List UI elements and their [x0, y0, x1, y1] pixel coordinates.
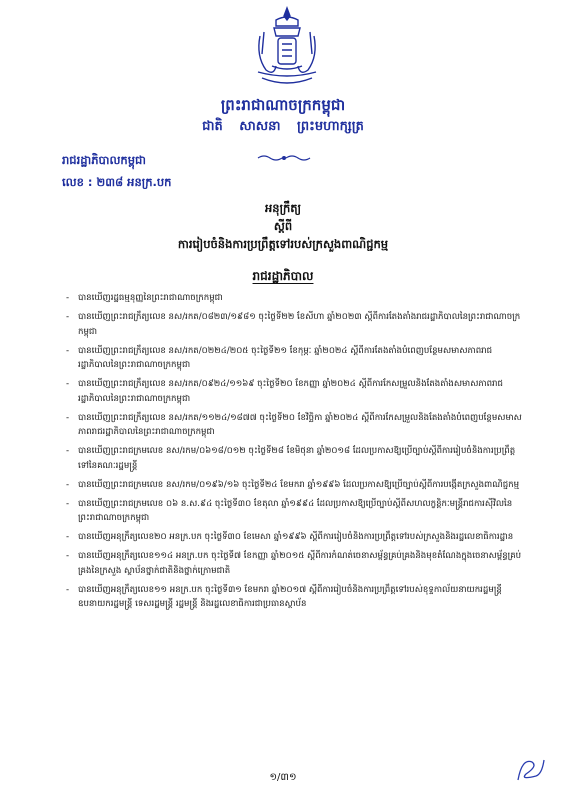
document-number: លេខ : ២៣៨ អនក្រ.បក	[62, 175, 172, 189]
list-item: - បានឃើញព្រះរាជក្រឹត្យលេខ នស/រកត/១១២៤/១៨៧៧ ចុះថ្ងៃទី២០ ខែវិច្ឆិកា ឆ្នាំ២០២៤ ស្តីពីការកែសម្រួលនិងតែងតាំងបំពេញបន្ថែមសមាសភាពរាជរដ្ឋាភិបាលនៃព្រះរាជាណាចក្រកម្ពុជា	[66, 412, 522, 437]
list-item: - បានឃើញអនុក្រឹត្យលេខ១១៤ អនក្រ.បក ចុះថ្ងៃទី៧ ខែកញ្ញា ឆ្នាំ២០១៥ ស្តីពីការកំណត់ចេនាសម្ព័ន្ធគ្រប់គ្រងនិងមុខតំណែងក្នុងចេនាសម្ព័ន្ធគ្រប់គ្រងនៃក្រសួង ស្ថាប័នថ្នាក់ជាតិនិងថ្នាក់ក្រោមជាតិ	[66, 551, 522, 576]
list-item-text: បានឃើញអនុក្រឹត្យលេខ១១ អនក្រ.បក ចុះថ្ងៃទី៣១ ខែមករា ឆ្នាំ២០១៧ ស្តីពីការរៀបចំនិងការប្រព្រឹត្តទៅរបស់ខុទ្ទកាល័យនាយករដ្ឋមន្ត្រី ឧបនាយករដ្ឋមន្ត្រី ទេសរដ្ឋមន្ត្រី រដ្ឋមន្ត្រី និងរដ្ឋលេខាធិការជាប្រធានស្ថាប័ន	[78, 584, 502, 609]
list-item: - បានឃើញអនុក្រឹត្យលេខ១១ អនក្រ.បក ចុះថ្ងៃទី៣១ ខែមករា ឆ្នាំ២០១៧ ស្តីពីការរៀបចំនិងការប្រព្រឹត្តទៅរបស់ខុទ្ទកាល័យនាយករដ្ឋមន្ត្រី ឧបនាយករដ្ឋមន្ត្រី ទេសរដ្ឋមន្ត្រី រដ្ឋមន្ត្រី និងរដ្ឋលេខាធិការជាប្រធានស្ថាប័ន	[66, 584, 502, 609]
list-item-text: បានឃើញព្រះរាជក្រឹត្យលេខ នស/រកត/០៨២៣/១៩៨១ ចុះថ្ងៃទី២២ ខែសីហា ឆ្នាំ២០២៣ ស្តីពីការតែងតាំងរាជរដ្ឋាភិបាលនៃព្រះរាជាណាចក្រកម្ពុជា	[78, 312, 521, 337]
list-item: - បានឃើញព្រះរាជក្រមលេខ នស/រកម/០១៩៦/១៦ ចុះថ្ងៃទី២៤ ខែមករា ឆ្នាំ១៩៩៦ ដែលប្រកាសឱ្យប្រើច្បាប់ស្តីពីការបង្កើតក្រសួងពាណិជ្ជកម្ម	[66, 479, 520, 490]
list-item-text: បានឃើញព្រះរាជក្រឹត្យលេខ នស/រកត/១១២៤/១៨៧៧ ចុះថ្ងៃទី២០ ខែវិច្ឆិកា ឆ្នាំ២០២៤ ស្តីពីការកែសម្រួលនិងតែងតាំងបំពេញបន្ថែមសមាសភាពរាជរដ្ឋាភិបាលនៃព្រះរាជាណាចក្រកម្ពុជា	[78, 412, 522, 437]
list-item: - បានឃើញព្រះរាជក្រឹត្យលេខ នស/រកត/០៨២៣/១៩៨១ ចុះថ្ងៃទី២២ ខែសីហា ឆ្នាំ២០២៣ ស្តីពីការតែងតាំងរាជរដ្ឋាភិបាលនៃព្រះរាជាណាចក្រកម្ពុជា	[66, 312, 521, 337]
section-heading: រាជរដ្ឋាភិបាល	[252, 269, 314, 283]
document-title: ការរៀបចំនិងការប្រព្រឹត្តទៅរបស់ក្រសួងពាណិជ្ជកម្ម	[177, 237, 389, 251]
ornament-divider-icon	[256, 153, 312, 163]
list-item-text: បានឃើញព្រះរាជក្រមលេខ ០៦ ន.ស.៩៤ ចុះថ្ងៃទី៣០ ខែតុលា ឆ្នាំ១៩៩៤ ដែលប្រកាសឱ្យប្រើច្បាប់ស្តីពីសហលក្ខន្តិកៈមន្ត្រីរាជការស៊ីវិលនៃព្រះរាជាណាចក្រកម្ពុជា	[78, 498, 513, 523]
document-subject-prefix: ស្តីពី	[273, 219, 293, 233]
national-motto: ជាតិ សាសនា ព្រះមហាក្សត្រ	[202, 119, 364, 134]
legal-basis-list	[66, 291, 522, 616]
list-item: - បានឃើញអនុក្រឹត្យលេខ២០ អនក្រ.បក ចុះថ្ងៃទី៣០ ខែមេសា ឆ្នាំ១៩៩៦ ស្តីពីការរៀបចំនិងការប្រព្រឹត្តទៅរបស់ក្រសួងនិងរដ្ឋលេខាធិការដ្ឋាន	[66, 532, 514, 542]
list-item-text: បានឃើញព្រះរាជក្រមលេខ នស/រកម/០៦១៨/០១២ ចុះថ្ងៃទី២៨ ខែមិថុនា ឆ្នាំ២០១៨ ដែលប្រកាសឱ្យប្រើច្បាប់ស្តីពីការរៀបចំនិងការប្រព្រឹត្តទៅនៃគណៈរដ្ឋមន្ត្រី	[78, 446, 516, 471]
list-item-text: បានឃើញអនុក្រឹត្យលេខ១១៤ អនក្រ.បក ចុះថ្ងៃទី៧ ខែកញ្ញា ឆ្នាំ២០១៥ ស្តីពីការកំណត់ចេនាសម្ព័ន្ធគ្រប់គ្រងនិងមុខតំណែងក្នុងចេនាសម្ព័ន្ធគ្រប់គ្រងនៃក្រសួង ស្ថាប័នថ្នាក់ជាតិនិងថ្នាក់ក្រោមជាតិ	[78, 551, 522, 576]
list-item: - បានឃើញព្រះរាជក្រឹត្យលេខ នស/រកត/០២២៤/២០៥ ចុះថ្ងៃទី២១ ខែកុម្ភៈ ឆ្នាំ២០២៤ ស្តីពីការតែងតាំងបំពេញបន្ថែមសមាសភាពរាជរដ្ឋាភិបាលនៃព្រះរាជាណាចក្រកម្ពុជា	[66, 345, 493, 370]
list-item-text: បានឃើញព្រះរាជក្រឹត្យលេខ នស/រកត/០២២៤/២០៥ ចុះថ្ងៃទី២១ ខែកុម្ភៈ ឆ្នាំ២០២៤ ស្តីពីការតែងតាំងបំពេញបន្ថែមសមាសភាពរាជរដ្ឋាភិបាលនៃព្រះរាជាណាចក្រកម្ពុជា	[78, 345, 493, 370]
issuing-body: រាជរដ្ឋាភិបាលកម្ពុជា	[62, 153, 146, 167]
initial-signature	[512, 754, 548, 786]
list-item: - បានឃើញព្រះរាជក្រឹត្យលេខ នស/រកត/០៩២៤/១១៦៩ ចុះថ្ងៃទី២០ ខែកញ្ញា ឆ្នាំ២០២៤ ស្តីពីការកែសម្រួលនិងតែងតាំងសមាសភាពរាជរដ្ឋាភិបាលនៃព្រះរាជាណាចក្រកម្ពុជា	[66, 379, 503, 404]
page-number: ១/៣១	[269, 772, 297, 783]
royal-emblem	[254, 6, 320, 92]
list-item-text: បានឃើញរដ្ឋធម្មនុញ្ញនៃព្រះរាជាណាចក្រកម្ពុជា	[78, 293, 223, 303]
list-item-text: បានឃើញព្រះរាជក្រមលេខ នស/រកម/០១៩៦/១៦ ចុះថ្ងៃទី២៤ ខែមករា ឆ្នាំ១៩៩៦ ដែលប្រកាសឱ្យប្រើច្បាប់ស្តីពីការបង្កើតក្រសួងពាណិជ្ជកម្ម	[78, 479, 520, 490]
kingdom-name: ព្រះរាជាណាចក្រកម្ពុជា	[220, 96, 346, 114]
list-item: - បានឃើញព្រះរាជក្រមលេខ នស/រកម/០៦១៨/០១២ ចុះថ្ងៃទី២៨ ខែមិថុនា ឆ្នាំ២០១៨ ដែលប្រកាសឱ្យប្រើច្បាប់ស្តីពីការរៀបចំនិងការប្រព្រឹត្តទៅនៃគណៈរដ្ឋមន្ត្រី	[66, 446, 516, 471]
list-item: - បានឃើញព្រះរាជក្រមលេខ ០៦ ន.ស.៩៤ ចុះថ្ងៃទី៣០ ខែតុលា ឆ្នាំ១៩៩៤ ដែលប្រកាសឱ្យប្រើច្បាប់ស្តីពីសហលក្ខន្តិកៈមន្ត្រីរាជការស៊ីវិលនៃព្រះរាជាណាចក្រកម្ពុជា	[66, 498, 513, 523]
document-type: អនុក្រឹត្យ	[264, 201, 302, 215]
list-item-text: បានឃើញអនុក្រឹត្យលេខ២០ អនក្រ.បក ចុះថ្ងៃទី៣០ ខែមេសា ឆ្នាំ១៩៩៦ ស្តីពីការរៀបចំនិងការប្រព្រឹត្តទៅរបស់ក្រសួងនិងរដ្ឋលេខាធិការដ្ឋាន	[78, 532, 514, 542]
list-item-text: បានឃើញព្រះរាជក្រឹត្យលេខ នស/រកត/០៩២៤/១១៦៩ ចុះថ្ងៃទី២០ ខែកញ្ញា ឆ្នាំ២០២៤ ស្តីពីការកែសម្រួលនិងតែងតាំងសមាសភាពរាជរដ្ឋាភិបាលនៃព្រះរាជាណាចក្រកម្ពុជា	[78, 379, 503, 404]
list-item: - បានឃើញរដ្ឋធម្មនុញ្ញនៃព្រះរាជាណាចក្រកម្ពុជា	[66, 293, 223, 303]
